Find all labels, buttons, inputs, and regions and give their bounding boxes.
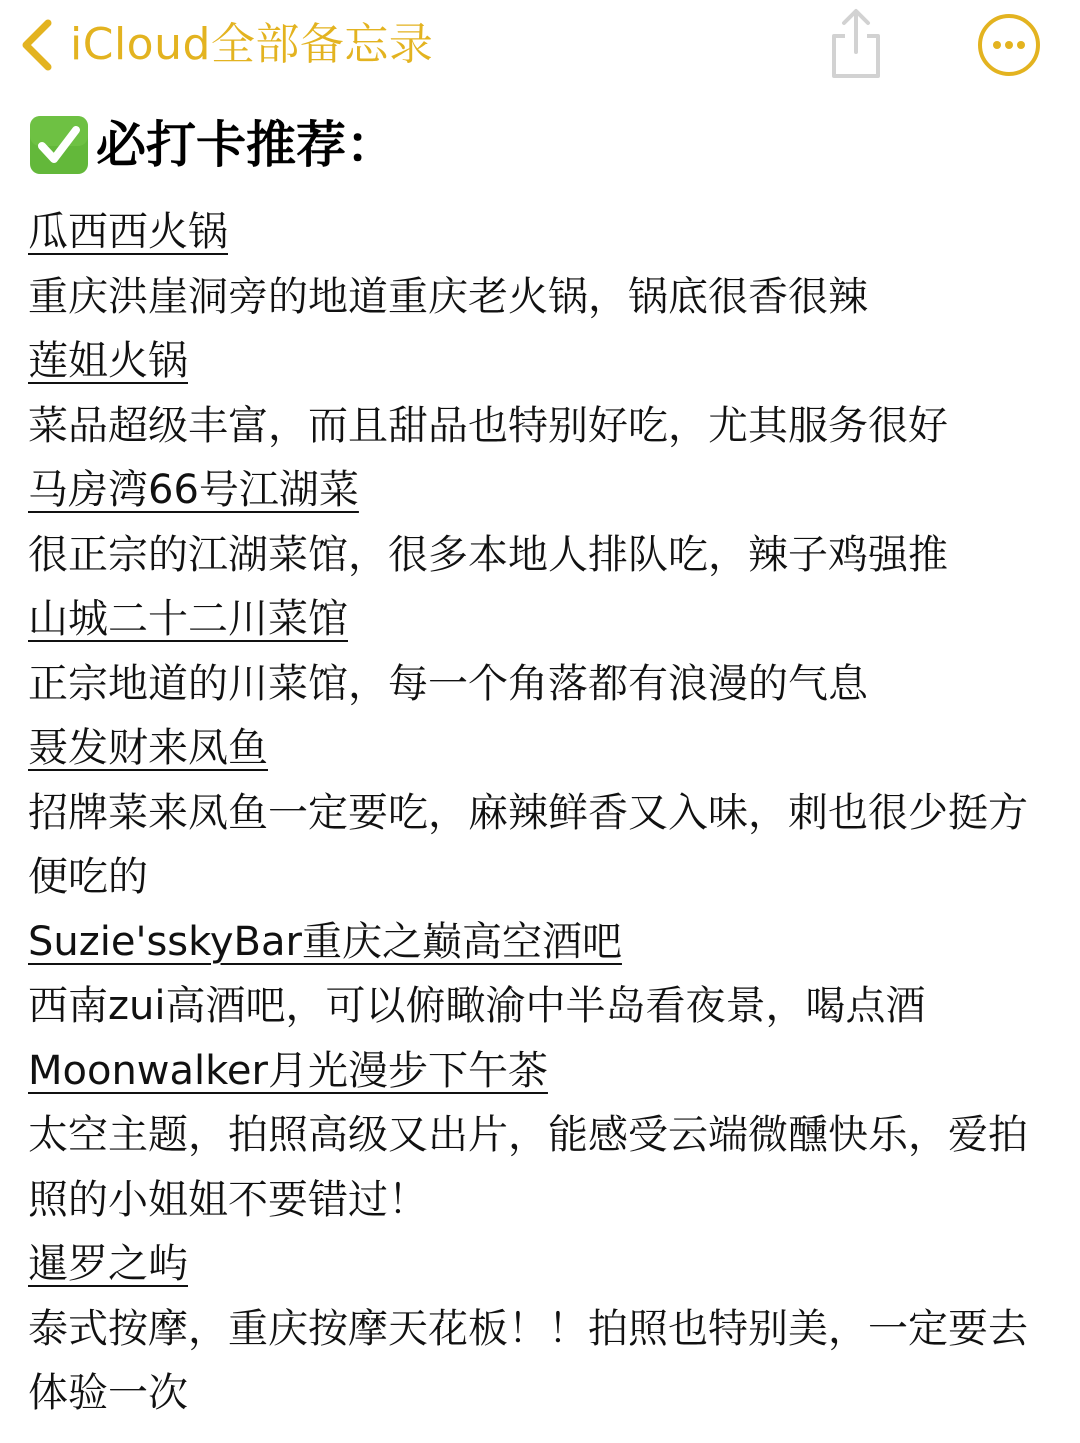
more-icon [976,12,1042,78]
entry-3 [28,458,1058,587]
entry-description: 招牌菜来凤鱼一定要吃，麻辣鲜香又入味，刺也很少挺方便吃的 [28,789,1028,900]
entry-1 [28,200,1058,329]
check-mark-icon [28,114,90,176]
note-body[interactable] [28,104,1058,1426]
entry-description: 正宗地道的川菜馆，每一个角落都有浪漫的气息 [28,660,868,707]
chevron-left-icon [14,15,58,75]
more-button[interactable] [976,12,1042,78]
entry-name: 山城二十二川菜馆 [28,596,348,642]
entry-name: Moonwalker月光漫步下午茶 [28,1047,548,1094]
entry-description: 西南zui高酒吧，可以俯瞰渝中半岛看夜景，喝点酒 [28,983,926,1029]
share-icon [826,6,886,80]
entry-name: Suzie'sskyBar重庆之巅高空酒吧 [28,918,622,965]
entry-8 [28,1232,1058,1426]
entry-4 [28,587,1058,716]
entry-2 [28,329,1058,458]
entry-name: 马房湾66号江湖菜 [28,467,359,513]
entry-name: 莲姐火锅 [28,338,188,384]
entry-description: 菜品超级丰富，而且甜品也特别好吃，尤其服务很好 [28,402,948,449]
entry-name: 瓜西西火锅 [28,209,228,255]
note-heading [28,104,1058,186]
back-button[interactable] [14,12,433,78]
share-button[interactable] [826,6,886,80]
entry-description: 重庆洪崖洞旁的地道重庆老火锅，锅底很香很辣 [28,273,868,320]
note-title: 必打卡推荐： [96,116,396,174]
navigation-bar [0,0,1080,90]
entry-5 [28,716,1058,910]
entry-description: 泰式按摩，重庆按摩天花板！！拍照也特别美，一定要去体验一次 [28,1305,1028,1416]
entry-name: 暹罗之屿 [28,1241,188,1287]
entry-description: 很正宗的江湖菜馆，很多本地人排队吃，辣子鸡强推 [28,531,948,578]
entry-6 [28,910,1058,1039]
back-label: iCloud全部备忘录 [70,19,434,70]
entry-description: 太空主题，拍照高级又出片，能感受云端微醺快乐，爱拍照的小姐姐不要错过！ [28,1112,1028,1223]
entry-name: 聂发财来凤鱼 [28,725,268,771]
entry-7 [28,1039,1058,1233]
